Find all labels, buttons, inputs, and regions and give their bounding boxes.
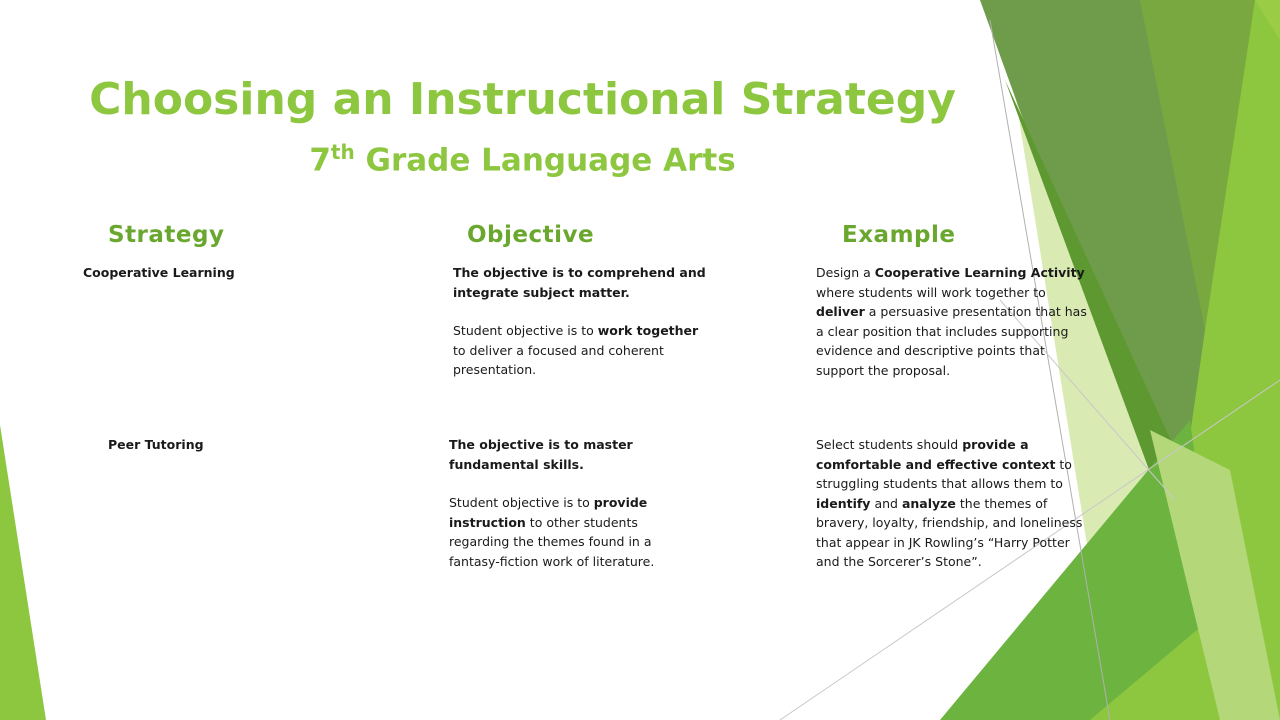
- subtitle-grade-suffix: th: [330, 140, 355, 164]
- subtitle-course: Grade Language Arts: [354, 142, 736, 179]
- slide-subtitle: [0, 130, 1045, 182]
- column-heading-example: Example: [842, 222, 956, 248]
- objective-cell: [449, 435, 679, 571]
- objective-main: The objective is to master fundamental skills.: [449, 437, 633, 472]
- objective-student: Student objective is to work together to deliver a focused and coherent presentation.: [453, 323, 699, 377]
- example-text: Select students should provide a comfortable and effective context to struggling students that allows them to identify and analyze the themes of bravery, loyalty, friendship, and loneliness that appear in JK Rowling’s “Harry Potter and the Sorcerer’s Stone”.: [816, 437, 1083, 569]
- left-green-sliver: [0, 425, 46, 720]
- column-heading-strategy: Strategy: [108, 222, 225, 248]
- example-cell: [816, 435, 1094, 572]
- example-text: Design a Cooperative Learning Activity where students will work together to deliver a persuasive presentation that has a clear position that includes supporting evidence and descriptive points that support the proposal.: [816, 265, 1087, 378]
- column-heading-objective: Objective: [467, 222, 595, 248]
- example-cell: [816, 263, 1094, 380]
- objective-main: The objective is to comprehend and integrate subject matter.: [453, 265, 706, 300]
- objective-student: Student objective is to provide instruction to other students regarding the themes found in a fantasy-fiction work of literature.: [449, 495, 655, 569]
- strategy-cell: Peer Tutoring: [108, 437, 204, 452]
- strategy-cell: Cooperative Learning: [83, 265, 235, 280]
- subtitle-grade-number: 7: [309, 142, 331, 179]
- objective-cell: [453, 263, 713, 380]
- slide-title: Choosing an Instructional Strategy: [89, 74, 956, 125]
